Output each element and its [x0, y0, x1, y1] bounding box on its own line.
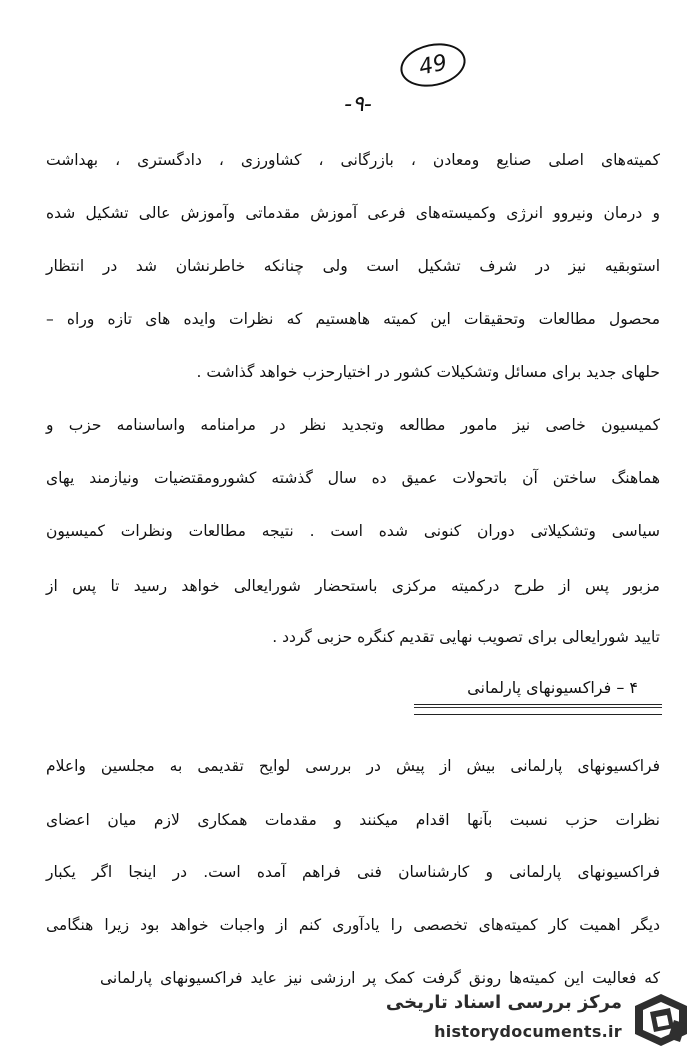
text-line: فراکسیونهای پارلمانی و کارشناسان فنی فراهم آمده است. در اینجا اگر یکبار [46, 863, 660, 881]
text-line: هماهنگ ساختن آن باتحولات عمیق ده سال گذشته کشورومقتضیات ونیازمند یهای [46, 469, 660, 487]
text-line: که فعالیت این کمیته‌ها رونق گرفت کمک پر ارزشی نیز عاید فراکسیونهای پارلمانی [100, 969, 660, 987]
text-line: و درمان ونیروو انرژی وکمیسته‌های فرعی آموزش مقدماتی وآموزش عالی تشکیل شده [46, 204, 660, 222]
text-line: کمیته‌های اصلی صنایع ومعادن ، بازرگانی ، کشاورزی ، دادگستری ، بهداشت [46, 151, 660, 169]
page-number-circle [396, 38, 469, 93]
text-line: نظرات حزب نسبت بآنها اقدام میکنند و مقدمات همکاری لازم میان اعضای [46, 811, 660, 829]
archive-logo-icon [630, 990, 692, 1050]
watermark [385, 988, 694, 1052]
heading-underline [414, 704, 662, 715]
watermark-url: historydocuments.ir [434, 1022, 622, 1041]
text-line: تایید شورایعالی برای تصویب نهایی تقدیم کنگره حزبی گردد . [272, 628, 660, 646]
text-line: سیاسی وتشکیلاتی دوران کنونی شده است . نتیجه مطالعات ونظرات کمیسیون [46, 522, 660, 540]
text-line: دیگر اهمیت کار کمیته‌های تخصصی را یادآوری کنم از واجبات خواهد بود زیرا هنگامی [46, 916, 660, 934]
text-line: فراکسیونهای پارلمانی بیش از پیش در بررسی لوایح تقدیمی به مجلسین واعلام [46, 757, 660, 775]
section-mark: -۹- [344, 92, 372, 117]
text-line: محصول مطالعات وتحقیقات این کمیته هاهستیم که نظرات وایده های تازه وراه – [46, 310, 660, 328]
watermark-title: مرکز بررسی اسناد تاریخی [385, 992, 622, 1013]
text-line: کمیسیون خاصی نیز مامور مطالعه وتجدید نظر در مرامنامه واساسنامه حزب و [46, 416, 660, 434]
text-line: مزبور پس از طرح درکمیته مرکزی باستحضار شورایعالی خواهد رسید تا پس از [46, 577, 660, 595]
text-line: حلهای جدید برای مسائل وتشکیلات کشور در اختیارحزب خواهد گذاشت . [196, 363, 660, 381]
text-line: استوبقیه نیز در شرف تشکیل است ولی چنانکه خاطرنشان شد در انتظار [46, 257, 660, 275]
section-heading: ۴ – فراکسیونهای پارلمانی [467, 678, 638, 697]
page-number: 49 [416, 49, 450, 81]
